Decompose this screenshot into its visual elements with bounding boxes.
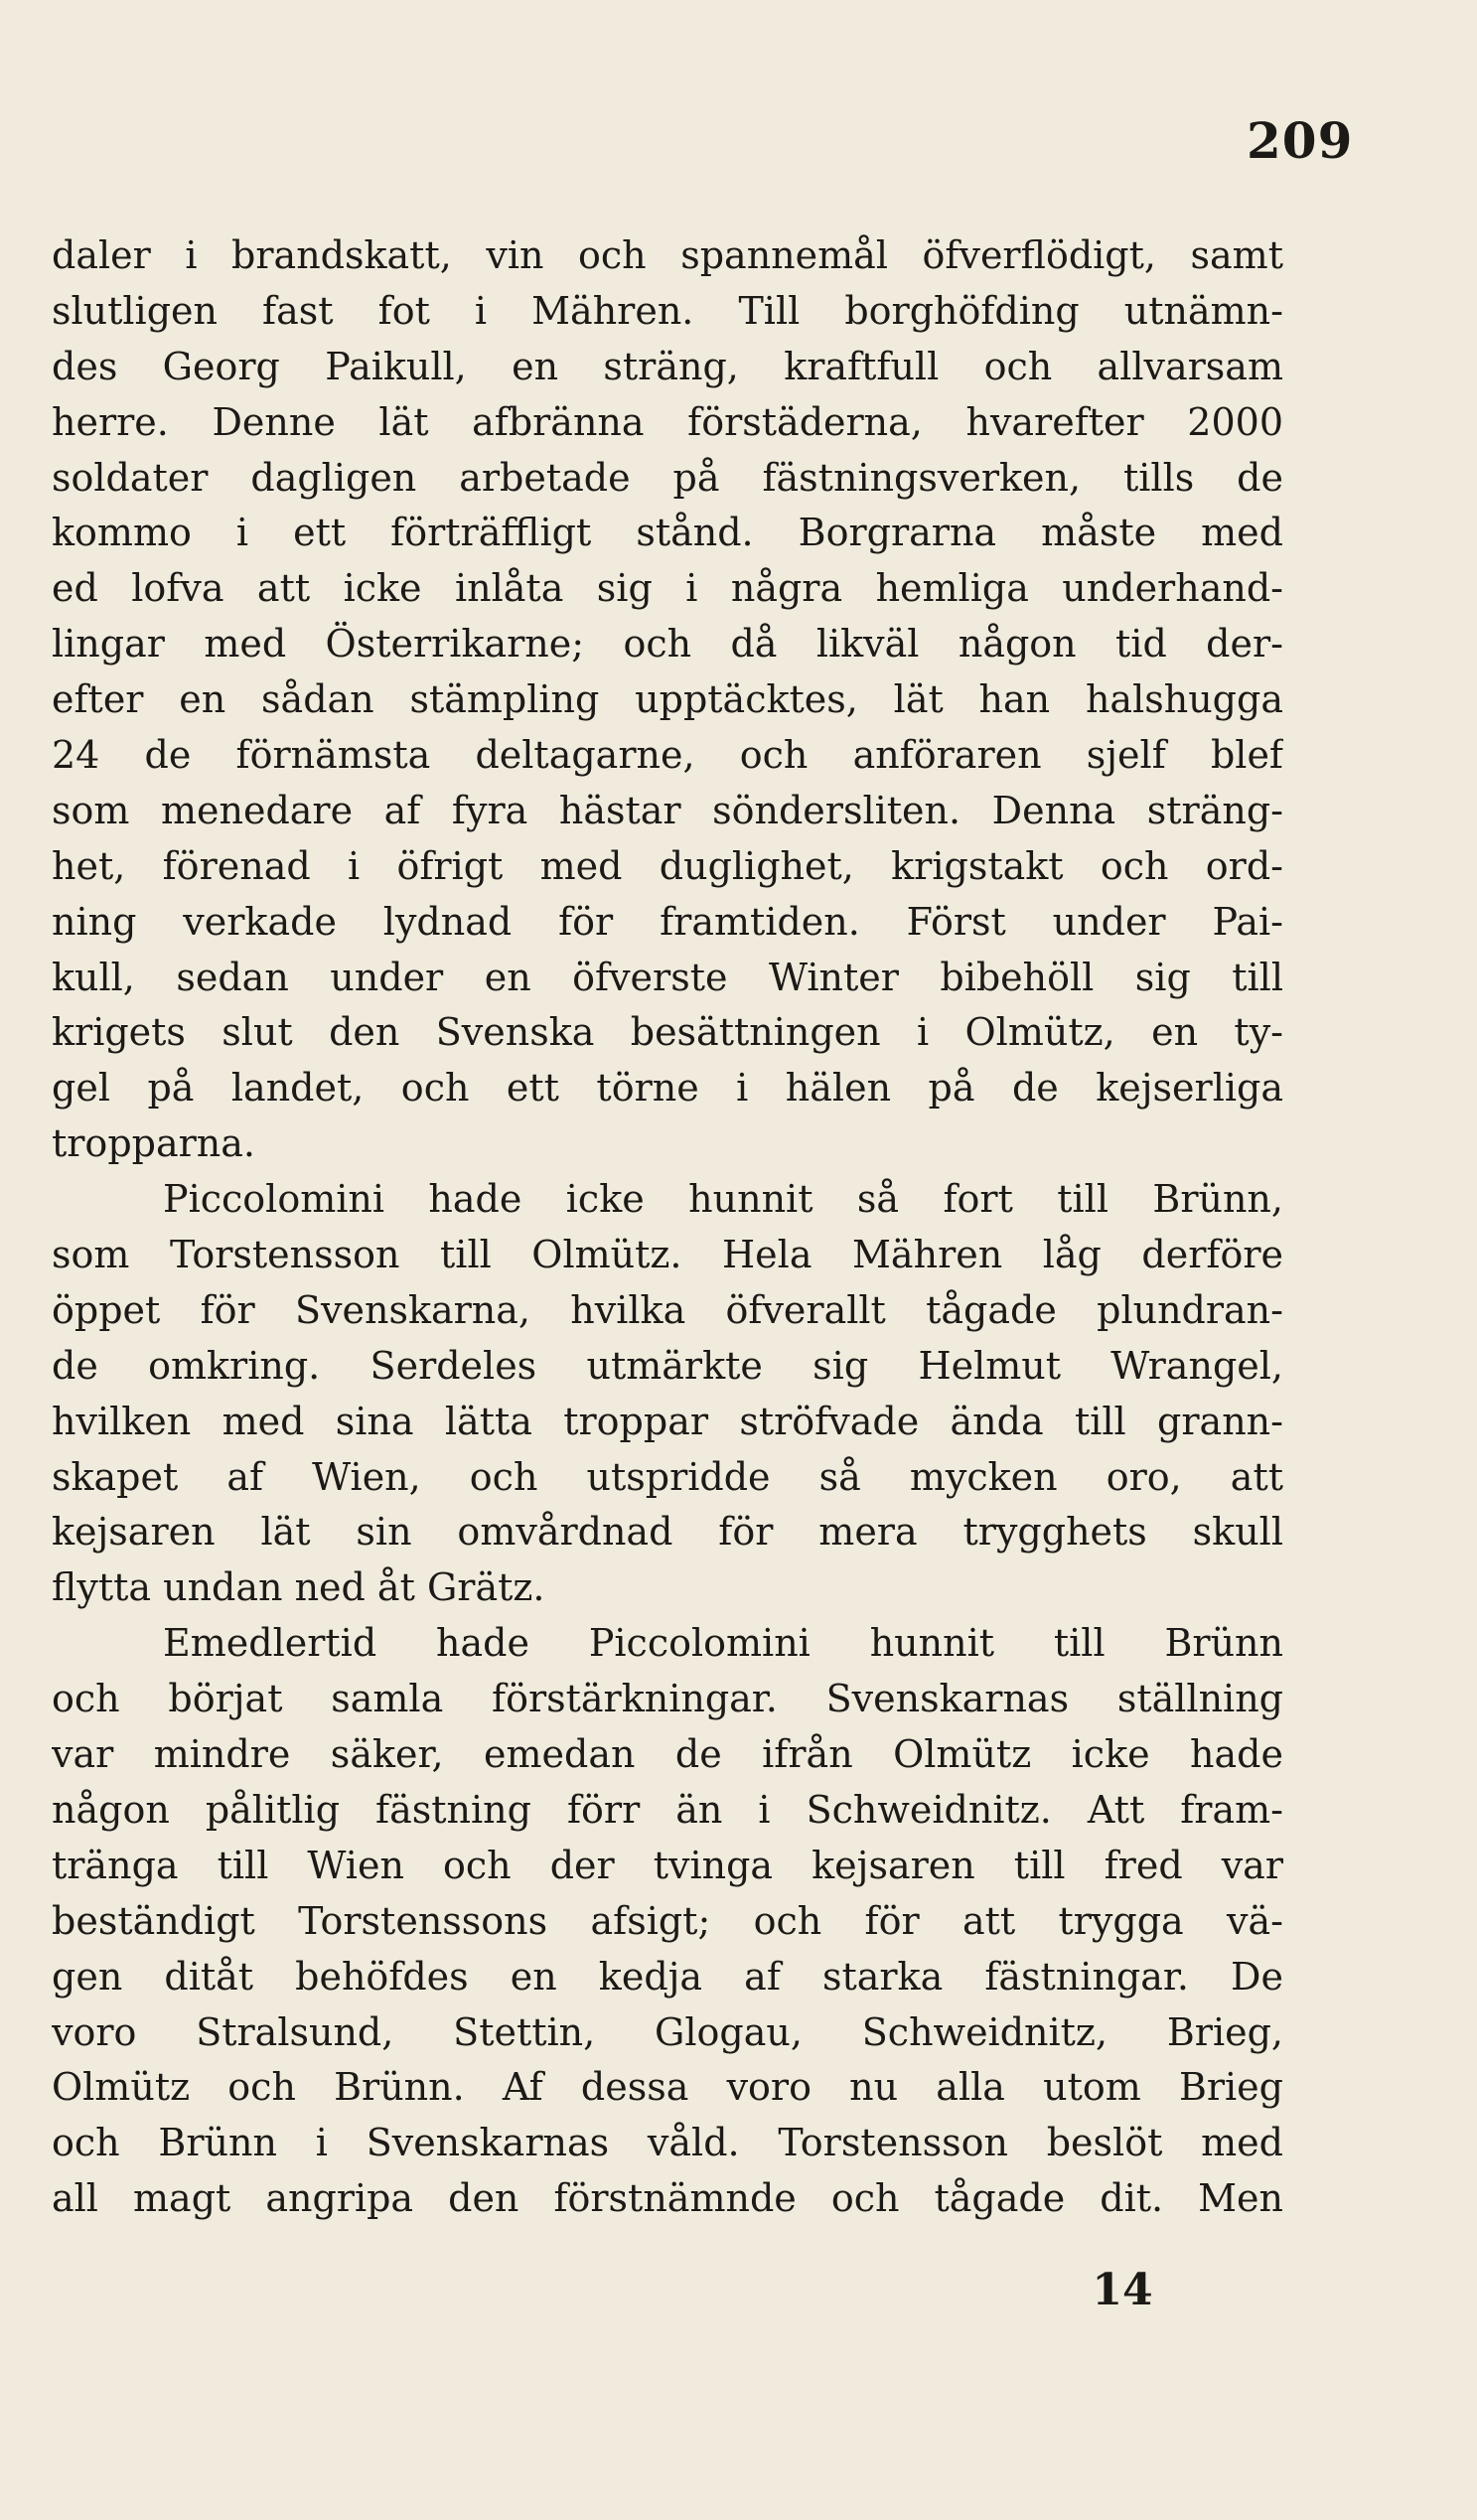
text-line: daler i brandskatt, vin och spannemål öfverflödigt, samt [52, 233, 1283, 277]
text-line: kull, sedan under en öfverste Winter bibehöll sig till [52, 955, 1283, 999]
text-line: hvilken med sina lätta troppar ströfvade ända till grann- [52, 1399, 1283, 1443]
text-line: gel på landet, och ett törne i hälen på de kejserliga [52, 1066, 1283, 1111]
body-text [52, 228, 1283, 2227]
text-line: all magt angripa den förstnämnde och tågade dit. Men [52, 2176, 1283, 2221]
text-line: tränga till Wien och der tvinga kejsaren till fred var [52, 1843, 1283, 1887]
text-line: tropparna. [52, 1121, 255, 1166]
text-line: voro Stralsund, Stettin, Glogau, Schweidnitz, Brieg, [52, 2009, 1283, 2054]
text-line: någon pålitlig fästning förr än i Schweidnitz. Att fram- [52, 1787, 1283, 1832]
text-line: efter en sådan stämpling upptäcktes, lät han halshugga [52, 677, 1283, 722]
text-line: ed lofva att icke inlåta sig i några hemliga underhand- [52, 566, 1283, 611]
text-line: de omkring. Serdeles utmärkte sig Helmut Wrangel, [52, 1343, 1283, 1388]
text-line: beständigt Torstenssons afsigt; och för att trygga vä- [52, 1898, 1283, 1943]
page-number: 209 [1247, 111, 1354, 170]
text-line: öppet för Svenskarna, hvilka öfverallt tågade plundran- [52, 1287, 1283, 1332]
text-line: herre. Denne lät afbränna förstäderna, hvarefter 2000 [52, 399, 1283, 444]
text-line: som menedare af fyra hästar söndersliten. Denna sträng- [52, 788, 1283, 832]
signature-mark: 14 [1092, 2265, 1153, 2315]
text-line: och Brünn i Svenskarnas våld. Torstensson beslöt med [52, 2121, 1283, 2165]
text-line: krigets slut den Svenska besättningen i Olmütz, en ty- [52, 1010, 1283, 1055]
text-line: des Georg Paikull, en sträng, kraftfull och allvarsam [52, 344, 1283, 388]
text-line: skapet af Wien, och utspridde så mycken oro, att [52, 1454, 1283, 1499]
text-line: kommo i ett förträffligt stånd. Borgrarna måste med [52, 511, 1283, 555]
text-line: lingar med Österrikarne; och då likväl någon tid der- [52, 622, 1283, 667]
text-line: gen ditåt behöfdes en kedja af starka fästningar. De [52, 1954, 1283, 1999]
text-line: het, förenad i öfrigt med duglighet, krigstakt och ord- [52, 843, 1283, 888]
text-line: Piccolomini hade icke hunnit så fort till Brünn, [163, 1177, 1283, 1222]
text-line: ning verkade lydnad för framtiden. Först under Pai- [52, 899, 1283, 944]
text-line: slutligen fast fot i Mähren. Till borghöfding utnämn- [52, 288, 1283, 333]
text-line: Olmütz och Brünn. Af dessa voro nu alla utom Brieg [52, 2065, 1283, 2110]
text-line: soldater dagligen arbetade på fästningsverken, tills de [52, 455, 1283, 500]
text-line: som Torstensson till Olmütz. Hela Mähren låg derföre [52, 1233, 1283, 1277]
text-line: flytta undan ned åt Grätz. [52, 1565, 545, 1610]
text-line: Emedlertid hade Piccolomini hunnit till Brünn [163, 1621, 1283, 1666]
text-line: var mindre säker, emedan de ifrån Olmütz icke hade [52, 1732, 1283, 1777]
text-line: 24 de förnämsta deltagarne, och anföraren sjelf blef [52, 733, 1283, 778]
text-line: kejsaren lät sin omvårdnad för mera trygghets skull [52, 1510, 1283, 1555]
text-line: och börjat samla förstärkningar. Svenskarnas ställning [52, 1677, 1283, 1721]
